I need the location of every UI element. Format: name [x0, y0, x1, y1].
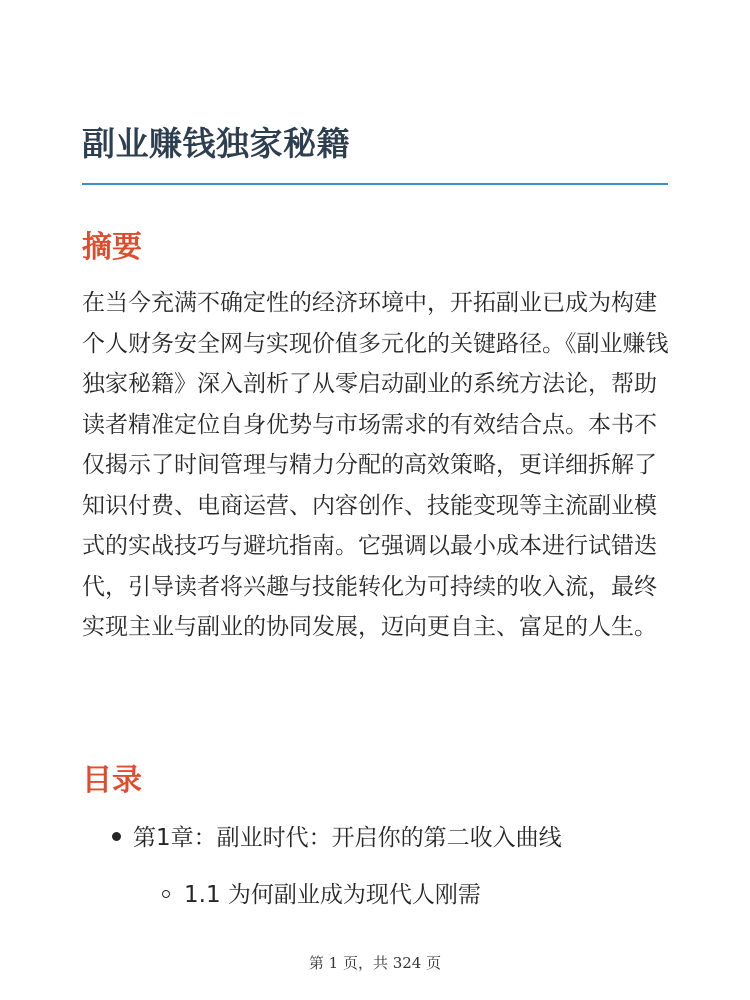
page-number-footer: 第 1 页，共 324 页: [308, 954, 442, 972]
summary-heading: 摘要: [82, 230, 142, 265]
toc-item-section-1-1[interactable]: [162, 876, 481, 909]
toc-item-chapter-1[interactable]: [112, 819, 562, 852]
title-divider: [82, 183, 668, 185]
toc-heading: 目录: [82, 763, 142, 798]
toc-item-label: 1.1 为何副业成为现代人刚需: [184, 882, 481, 908]
summary-paragraph: 在当今充满不确定性的经济环境中，开拓副业已成为构建个人财务安全网与实现价值多元化的关键路径。《副业赚钱独家秘籍》深入剖析了从零启动副业的系统方法论，帮助读者精准定位自身优势与市场需求的有效结合点。本书不仅揭示了时间管理与精力分配的高效策略，更详细拆解了知识付费、电商运营、内容创作、技能变现等主流副业模式的实战技巧与避坑指南。它强调以最小成本进行试错迭代，引导读者将兴趣与技能转化为可持续的收入流，最终实现主业与副业的协同发展，迈向更自主、富足的人生。: [82, 290, 669, 640]
filled-bullet-icon: [112, 832, 121, 841]
toc-item-label: 第1章：副业时代：开启你的第二收入曲线: [133, 825, 562, 851]
hollow-bullet-icon: [162, 890, 170, 898]
document-title: 副业赚钱独家秘籍: [82, 124, 350, 163]
